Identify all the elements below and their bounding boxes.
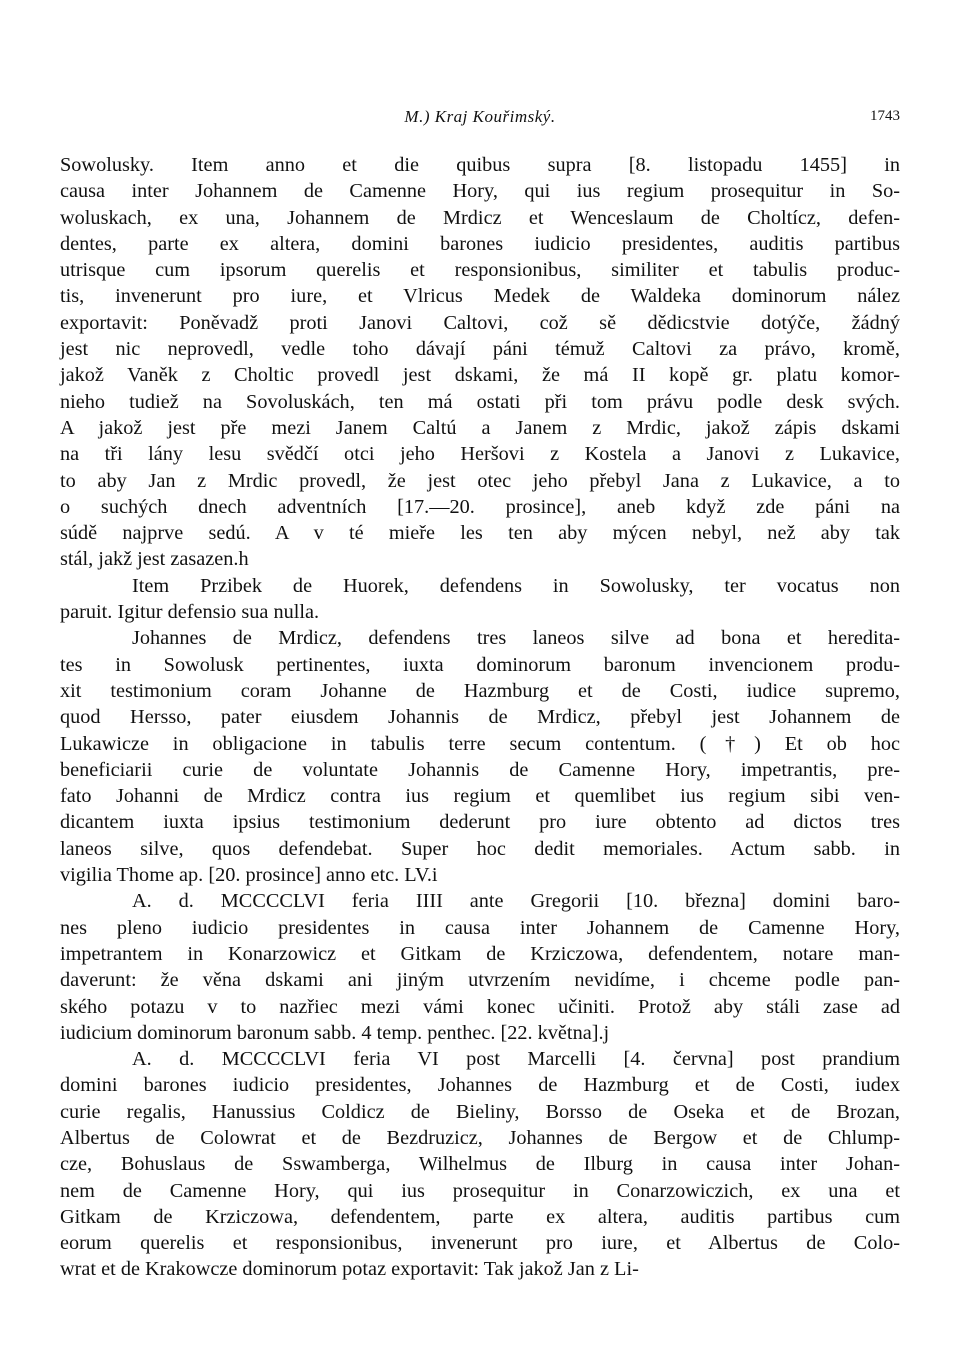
text-line: na tři lány lesu svědčí otci jeho Heršovi z Kostela a Janovi z Lukavice, (60, 443, 900, 466)
text-line: curie regalis, Hanussius Coldicz de Bieliny, Borsso de Oseka et de Brozan, (60, 1100, 900, 1123)
text-line: dicantem iuxta ipsius testimonium dederunt pro iure obtento ad dictos tres (60, 811, 900, 834)
text-line: nem de Camenne Hory, qui ius prosequitur in Conarzowiczich, ex una et (60, 1179, 900, 1202)
text-line: A jakož jest pře mezi Janem Caltú a Janem z Mrdic, jakož zápis dskami (60, 416, 900, 439)
text-line: domini barones iudicio presidentes, Johannes de Hazmburg et de Costi, iudex (60, 1074, 900, 1097)
page-number: 1743 (870, 108, 900, 124)
text-line: daverunt: že věna dskami ani jiným utvrzením nevidíme, i chceme podle pan- (60, 969, 900, 992)
text-line: beneficiarii curie de voluntate Johannis de Camenne Hory, impetrantis, pre- (60, 758, 900, 781)
text-line: dentes, parte ex altera, domini barones iudicio presidentes, auditis partibus (60, 232, 900, 255)
text-line: to aby Jan z Mrdic provedl, že jest otec jeho přebyl Jana z Lukavice, a to (60, 469, 900, 492)
text-line: vigilia Thome ap. [20. prosince] anno etc. LV.i (60, 864, 438, 887)
text-line: wrat et de Krakowcze dominorum potaz exportavit: Tak jakož Jan z Li- (60, 1258, 639, 1281)
text-line: utrisque cum ipsorum querelis et responsionibus, similiter et tabulis produc- (60, 259, 900, 282)
text-line: nieho tudiež na Sovoluskách, ten má ostati při tom právu podle desk svých. (60, 390, 900, 413)
text-line: o suchých dnech adventních [17.—20. prosince], aneb když zde páni na (60, 495, 900, 518)
text-line: A. d. MCCCCLVI feria VI post Marcelli [4. června] post prandium (132, 1048, 900, 1071)
paragraph-sowolusky (60, 152, 900, 573)
text-line: causa inter Johannem de Camenne Hory, qui ius regium prosequitur in So- (60, 180, 900, 203)
text-line: fato Johanni de Mrdicz contra ius regium et quemlibet ius regium sibi ven- (60, 785, 900, 808)
paragraph-przibek (60, 573, 900, 626)
text-line: eorum querelis et responsionibus, invenerunt pro iure, et Albertus de Colo- (60, 1232, 900, 1255)
text-line: xit testimonium coram Johanne de Hazmburg et de Costi, iudice supremo, (60, 679, 900, 702)
text-line: Albertus de Colowrat et de Bezdruzicz, Johannes de Bergow et de Chlump- (60, 1126, 900, 1149)
text-line: Gitkam de Krziczowa, defendentem, parte ex altera, auditis partibus cum (60, 1205, 900, 1228)
text-line: tes in Sowolusk pertinentes, iuxta dominorum baronum invencionem produ- (60, 653, 900, 676)
text-line: stál, jakž jest zasazen.h (60, 548, 249, 571)
page-header (60, 107, 900, 131)
text-line: cze, Bohuslaus de Sswamberga, Wilhelmus de Ilburg in causa inter Johan- (60, 1153, 900, 1176)
text-line: Item Przibek de Huorek, defendens in Sowolusky, ter vocatus non (132, 574, 900, 597)
text-line: woluskach, ex una, Johannem de Mrdicz et Wenceslaum de Choltícz, defen- (60, 206, 900, 229)
text-line: laneos silve, quos defendebat. Super hoc dedit memoriales. Actum sabb. in (60, 837, 900, 860)
text-line: iudicium dominorum baronum sabb. 4 temp. penthec. [22. května].j (60, 1021, 610, 1044)
text-line: súdě najprve sedú. A v té mieře les ten aby mýcen nebyl, než aby tak (60, 522, 900, 545)
text-line: A. d. MCCCCLVI feria IIII ante Gregorii [10. března] domini baro- (132, 890, 900, 913)
text-line: exportavit: Poněvadž proti Janovi Caltovi, což sě dědicstvie dotýče, žádný (60, 311, 900, 334)
text-line: Johannes de Mrdicz, defendens tres laneos silve ad bona et heredita- (132, 627, 900, 650)
paragraph-johannes-mrdicz (60, 625, 900, 888)
text-line: Lukawicze in obligacione in tabulis terre secum contentum. (†) Et ob hoc (60, 732, 900, 755)
text-line: nes pleno iudicio presidentes in causa inter Johannem de Camenne Hory, (60, 916, 900, 939)
text-line: impetrantem in Konarzowicz et Gitkam de Krziczowa, defendentem, notare man- (60, 942, 900, 965)
page-body (60, 152, 900, 1283)
running-title: M.) Kraj Kouřimský. (404, 107, 556, 126)
text-line: quod Hersso, pater eiusdem Johannis de Mrdicz, přebyl jest Johannem de (60, 706, 900, 729)
text-line: ského potazu v to nazřiec mezi vámi konec učiniti. Protož aby stáli zase ad (60, 995, 900, 1018)
text-line: paruit. Igitur defensio sua nulla. (60, 601, 320, 624)
text-line: Sowolusky. Item anno et die quibus supra [8. listopadu 1455] in (60, 154, 900, 176)
paragraph-gregorii (60, 888, 900, 1046)
text-line: tis, invenerunt pro iure, et Vlricus Medek de Waldeka dominorum nález (60, 285, 900, 308)
text-line: jest nic neprovedl, vedle toho dávají páni témuž Caltovi za právo, kromě, (60, 338, 900, 361)
paragraph-marcelli (60, 1046, 900, 1283)
text-line: jakož Vaněk z Choltic provedl jest dskami, že má II kopě gr. platu komor- (60, 364, 900, 387)
